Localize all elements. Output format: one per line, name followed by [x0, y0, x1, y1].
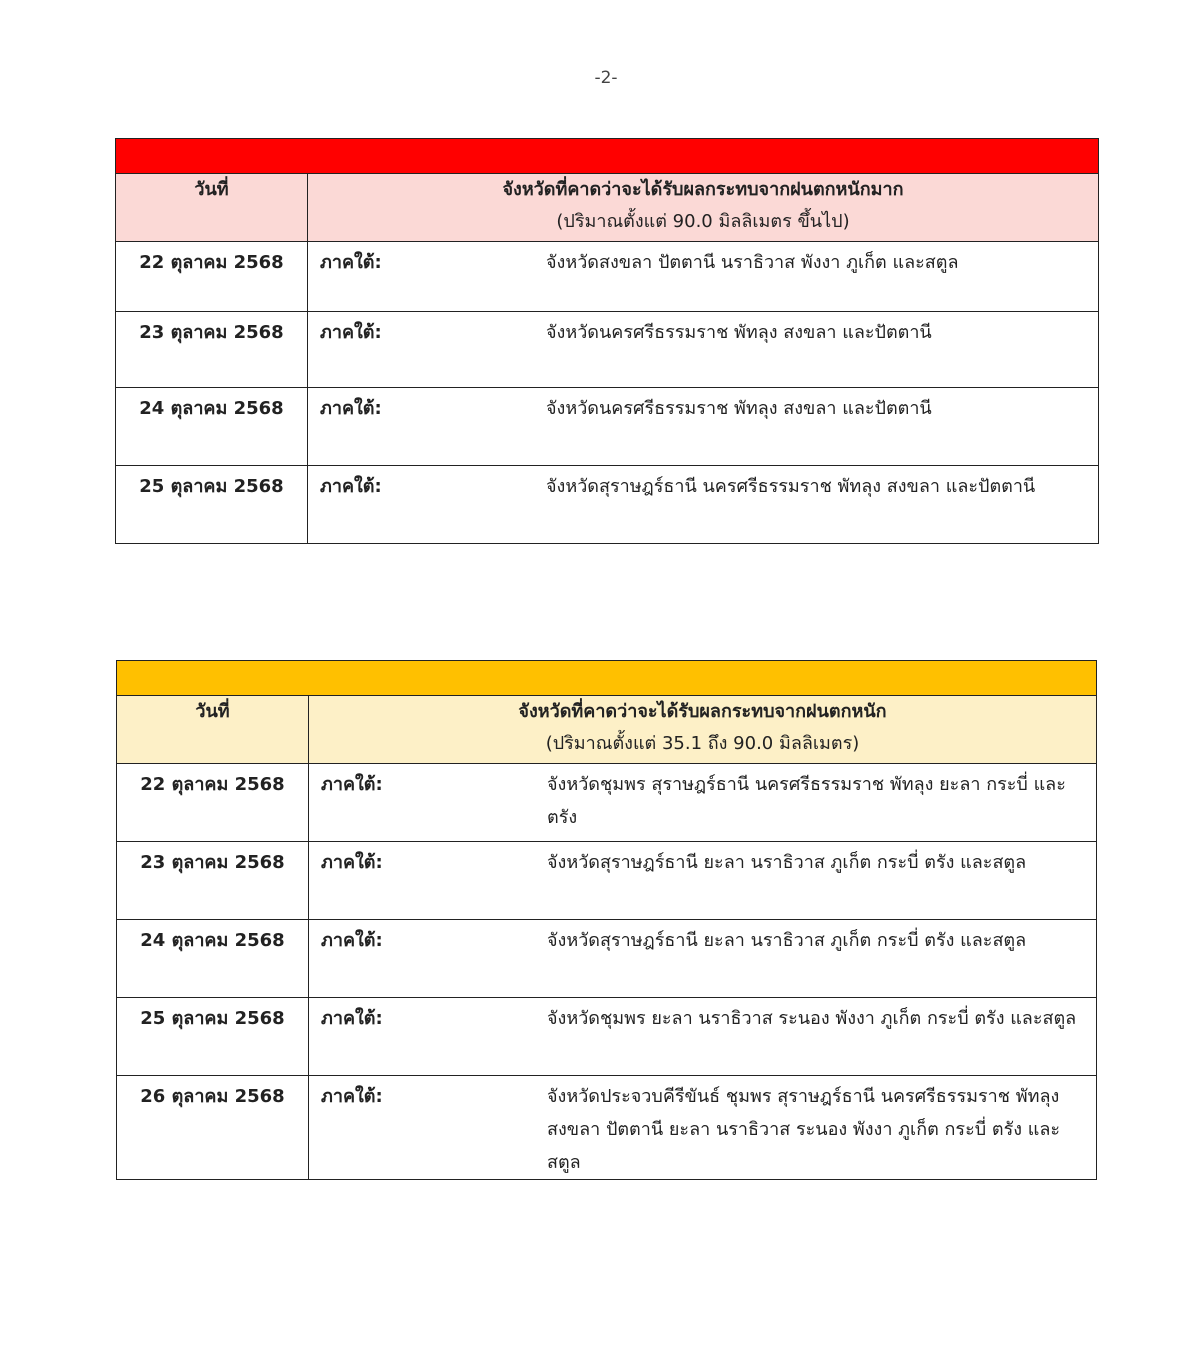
- moderate-rain-header-row: [117, 696, 1097, 764]
- moderate-rain-header-title: จังหวัดที่คาดว่าจะได้รับผลกระทบจากฝนตกหนัก: [518, 701, 887, 722]
- heavy-rain-header-title: จังหวัดที่คาดว่าจะได้รับผลกระทบจากฝนตกหนักมาก: [502, 179, 904, 200]
- row-details: [309, 920, 1097, 998]
- row-date: 24 ตุลาคม 2568: [117, 920, 309, 998]
- row-date: 22 ตุลาคม 2568: [116, 242, 308, 312]
- heavy-rain-header-row: [116, 174, 1099, 242]
- row-provinces: จังหวัดสงขลา ปัตตานี นราธิวาส พังงา ภูเก็ต และสตูล: [546, 252, 959, 273]
- provinces-column-header: [309, 696, 1097, 764]
- row-details: [308, 466, 1099, 544]
- row-date: 26 ตุลาคม 2568: [117, 1076, 309, 1180]
- heavy-rain-header-subtitle: (ปริมาณตั้งแต่ 90.0 มิลลิเมตร ขึ้นไป): [556, 211, 850, 232]
- row-details: [308, 388, 1099, 466]
- row-details: [308, 312, 1099, 388]
- row-region: ภาคใต้:: [320, 252, 382, 273]
- page-number: -2-: [594, 68, 618, 88]
- table-row: [116, 312, 1099, 388]
- moderate-rain-band: [117, 661, 1097, 696]
- row-provinces: จังหวัดนครศรีธรรมราช พัทลุง สงขลา และปัตตานี: [546, 398, 932, 419]
- table-row: [117, 764, 1097, 842]
- row-details: [309, 842, 1097, 920]
- row-region: ภาคใต้:: [321, 1008, 383, 1029]
- table-row: [116, 466, 1099, 544]
- row-provinces: จังหวัดชุมพร สุราษฎร์ธานี นครศรีธรรมราช พัทลุง ยะลา กระบี่ และตรัง: [547, 774, 1066, 828]
- heavy-rain-band: [116, 139, 1099, 174]
- date-column-header: วันที่: [116, 174, 308, 242]
- row-region: ภาคใต้:: [320, 322, 382, 343]
- moderate-rain-table: [116, 660, 1097, 1180]
- table-row: [117, 842, 1097, 920]
- date-column-header: วันที่: [117, 696, 309, 764]
- table-row: [117, 920, 1097, 998]
- row-date: 23 ตุลาคม 2568: [116, 312, 308, 388]
- row-region: ภาคใต้:: [321, 774, 383, 795]
- row-region: ภาคใต้:: [321, 852, 383, 873]
- row-details: [309, 1076, 1097, 1180]
- row-details: [308, 242, 1099, 312]
- row-region: ภาคใต้:: [321, 930, 383, 951]
- row-region: ภาคใต้:: [320, 476, 382, 497]
- row-region: ภาคใต้:: [320, 398, 382, 419]
- table-row: [116, 388, 1099, 466]
- row-provinces: จังหวัดสุราษฎร์ธานี ยะลา นราธิวาส ภูเก็ต กระบี่ ตรัง และสตูล: [547, 930, 1027, 951]
- table-row: [117, 998, 1097, 1076]
- row-provinces: จังหวัดสุราษฎร์ธานี ยะลา นราธิวาส ภูเก็ต กระบี่ ตรัง และสตูล: [547, 852, 1027, 873]
- provinces-column-header: [308, 174, 1099, 242]
- heavy-rain-color-band: [116, 139, 1099, 174]
- row-provinces: จังหวัดชุมพร ยะลา นราธิวาส ระนอง พังงา ภูเก็ต กระบี่ ตรัง และสตูล: [547, 1008, 1077, 1029]
- moderate-rain-color-band: [117, 661, 1097, 696]
- row-provinces: จังหวัดนครศรีธรรมราช พัทลุง สงขลา และปัตตานี: [546, 322, 932, 343]
- row-date: 25 ตุลาคม 2568: [116, 466, 308, 544]
- row-date: 25 ตุลาคม 2568: [117, 998, 309, 1076]
- table-row: [116, 242, 1099, 312]
- row-details: [309, 764, 1097, 842]
- row-provinces: จังหวัดประจวบคีรีขันธ์ ชุมพร สุราษฎร์ธานี นครศรีธรรมราช พัทลุง สงขลา ปัตตานี ยะลา นราธิวาส ระนอง พังงา ภูเก็ต กระบี่ ตรัง และสตูล: [547, 1086, 1061, 1173]
- row-date: 22 ตุลาคม 2568: [117, 764, 309, 842]
- row-details: [309, 998, 1097, 1076]
- moderate-rain-header-subtitle: (ปริมาณตั้งแต่ 35.1 ถึง 90.0 มิลลิเมตร): [545, 733, 860, 754]
- table-row: [117, 1076, 1097, 1180]
- row-date: 23 ตุลาคม 2568: [117, 842, 309, 920]
- row-provinces: จังหวัดสุราษฎร์ธานี นครศรีธรรมราช พัทลุง สงขลา และปัตตานี: [546, 476, 1036, 497]
- row-date: 24 ตุลาคม 2568: [116, 388, 308, 466]
- heavy-rain-table: [115, 138, 1099, 544]
- row-region: ภาคใต้:: [321, 1086, 383, 1107]
